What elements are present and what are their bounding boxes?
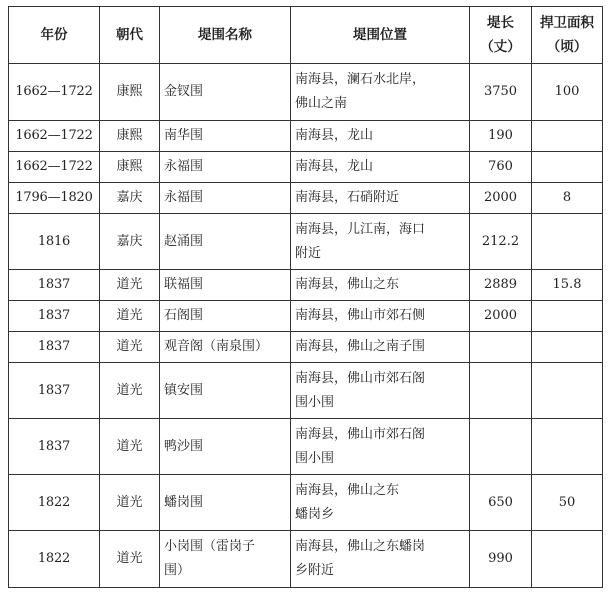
cell-year: 1837	[9, 363, 100, 419]
cell-dynasty: 康熙	[100, 121, 160, 152]
cell-year: 1822	[9, 531, 100, 588]
table-row	[9, 332, 603, 363]
cell-name: 蟠岗围	[160, 475, 291, 531]
header-location: 堤围位置	[291, 7, 470, 64]
table-row	[9, 270, 603, 301]
cell-dynasty: 康熙	[100, 152, 160, 183]
table-row	[9, 301, 603, 332]
cell-area	[532, 531, 603, 588]
cell-name: 联福围	[160, 270, 291, 301]
cell-year: 1837	[9, 301, 100, 332]
cell-name: 镇安围	[160, 363, 291, 419]
cell-length: 650	[470, 475, 532, 531]
cell-length: 990	[470, 531, 532, 588]
cell-dynasty: 道光	[100, 301, 160, 332]
cell-year: 1816	[9, 214, 100, 270]
cell-length: 190	[470, 121, 532, 152]
cell-year: 1662—1722	[9, 152, 100, 183]
cell-location: 南海县，澜石水北岸， 佛山之南	[291, 64, 470, 121]
cell-length: 212.2	[470, 214, 532, 270]
cell-area	[532, 214, 603, 270]
table-row	[9, 152, 603, 183]
cell-name: 金钗围	[160, 64, 291, 121]
cell-dynasty: 道光	[100, 419, 160, 475]
cell-length: 760	[470, 152, 532, 183]
cell-length: 2000	[470, 301, 532, 332]
cell-name: 鸭沙围	[160, 419, 291, 475]
cell-year: 1662—1722	[9, 121, 100, 152]
dike-table	[8, 6, 603, 588]
cell-year: 1837	[9, 332, 100, 363]
cell-location: 南海县，龙山	[291, 121, 470, 152]
table-row	[9, 64, 603, 121]
cell-name: 观音阁（南泉围）	[160, 332, 291, 363]
cell-area	[532, 419, 603, 475]
cell-area: 8	[532, 183, 603, 214]
cell-name: 小岗围（雷岗子 围）	[160, 531, 291, 588]
cell-dynasty: 嘉庆	[100, 214, 160, 270]
cell-length: 2889	[470, 270, 532, 301]
cell-location: 南海县，佛山市郊石侧	[291, 301, 470, 332]
cell-location: 南海县，佛山市郊石阁 围小围	[291, 419, 470, 475]
cell-location: 南海县，儿江南，海口 附近	[291, 214, 470, 270]
cell-location: 南海县，龙山	[291, 152, 470, 183]
table-row	[9, 214, 603, 270]
cell-year: 1796—1820	[9, 183, 100, 214]
cell-length	[470, 363, 532, 419]
header-year: 年份	[9, 7, 100, 64]
cell-area	[532, 332, 603, 363]
header-dynasty: 朝代	[100, 7, 160, 64]
cell-year: 1822	[9, 475, 100, 531]
table-row	[9, 475, 603, 531]
cell-year: 1837	[9, 419, 100, 475]
cell-year: 1662—1722	[9, 64, 100, 121]
cell-area	[532, 301, 603, 332]
cell-dynasty: 康熙	[100, 64, 160, 121]
cell-area: 15.8	[532, 270, 603, 301]
cell-area	[532, 152, 603, 183]
cell-area: 100	[532, 64, 603, 121]
table-row	[9, 419, 603, 475]
header-length: 堤长 （丈）	[470, 7, 532, 64]
cell-name: 赵涌围	[160, 214, 291, 270]
cell-dynasty: 道光	[100, 363, 160, 419]
cell-location: 南海县，石硝附近	[291, 183, 470, 214]
cell-dynasty: 嘉庆	[100, 183, 160, 214]
cell-year: 1837	[9, 270, 100, 301]
cell-length	[470, 419, 532, 475]
cell-area	[532, 363, 603, 419]
cell-dynasty: 道光	[100, 531, 160, 588]
cell-area	[532, 121, 603, 152]
cell-name: 永福围	[160, 152, 291, 183]
cell-location: 南海县，佛山之南子围	[291, 332, 470, 363]
cell-location: 南海县，佛山之东 蟠岗乡	[291, 475, 470, 531]
table-row	[9, 121, 603, 152]
cell-name: 石阁围	[160, 301, 291, 332]
cell-location: 南海县，佛山之东蟠岗 乡附近	[291, 531, 470, 588]
cell-dynasty: 道光	[100, 332, 160, 363]
cell-name: 南华围	[160, 121, 291, 152]
cell-length: 2000	[470, 183, 532, 214]
cell-location: 南海县，佛山之东	[291, 270, 470, 301]
header-name: 堤围名称	[160, 7, 291, 64]
cell-dynasty: 道光	[100, 270, 160, 301]
table-row	[9, 183, 603, 214]
header-row	[9, 7, 603, 64]
cell-name: 永福围	[160, 183, 291, 214]
cell-dynasty: 道光	[100, 475, 160, 531]
dike-table-page	[8, 6, 602, 588]
cell-length: 3750	[470, 64, 532, 121]
table-row	[9, 531, 603, 588]
header-area: 捍卫面积 （顷）	[532, 7, 603, 64]
cell-length	[470, 332, 532, 363]
table-row	[9, 363, 603, 419]
cell-location: 南海县，佛山市郊石阁 围小围	[291, 363, 470, 419]
cell-area: 50	[532, 475, 603, 531]
